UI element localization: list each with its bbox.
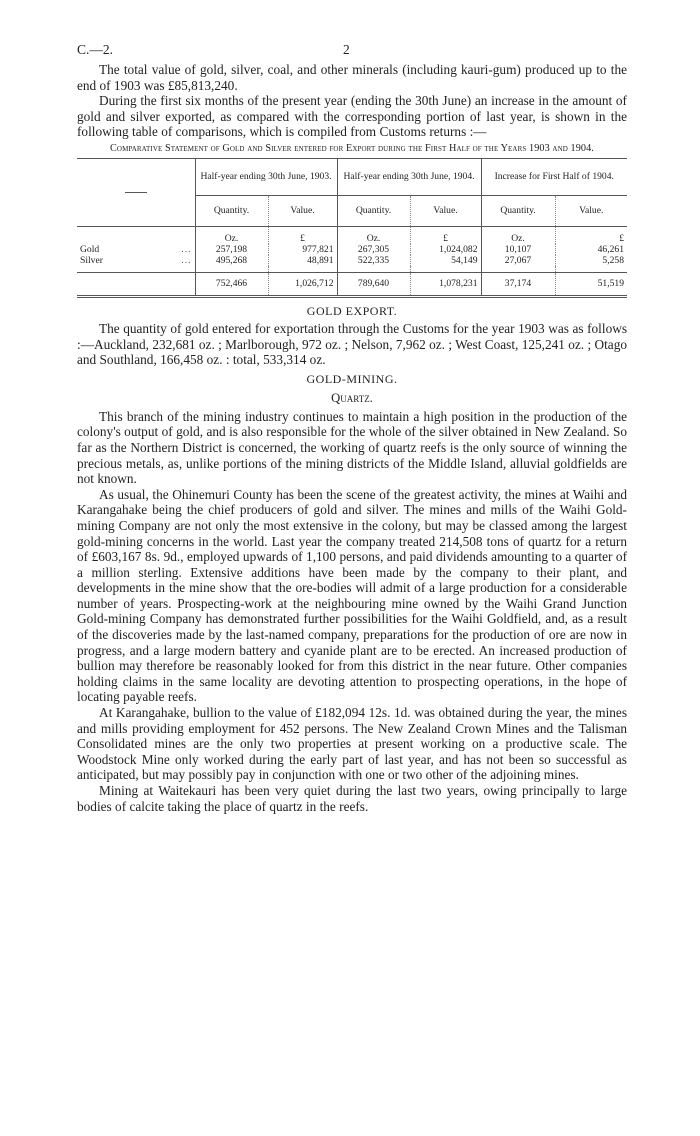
comparative-statement-table <box>77 158 627 296</box>
total-q1904: 789,640 <box>337 272 410 295</box>
document-page <box>77 42 627 814</box>
cell-vinc: 46,261 <box>555 244 627 255</box>
page-header <box>77 42 627 62</box>
table-row-gold <box>77 244 627 255</box>
intro-paragraph-2: During the first six months of the present year (ending the 30th June) an increase in the amount of gold and silver exported, as compared with the corresponding portion of last year, is shown in the following table of comparisons, which is compiled from Customs returns :— <box>77 93 627 140</box>
unit-oz-increase: Oz. <box>481 226 555 244</box>
cell-qinc: 27,067 <box>481 255 555 266</box>
group-header-1904: Half-year ending 30th June, 1904. <box>337 158 481 195</box>
document-code: C.—2. <box>77 42 114 57</box>
gold-mining-paragraph-2: As usual, the Ohinemuri County has been the scene of the greatest activity, the mines at Waihi and Karangahake being the chief producers of gold and silver. The mines and mills of the Waihi Gold-mining Company are not only the most extensive in the colony, but may be classed among the largest gold-mining concerns in the world. Last year the company treated 214,508 tons of quartz for a return of £603,167 8s. 9d., employed upwards of 1,100 persons, and paid dividends amounting to a quarter of a million sterling. Extensive additions have been made by the company to their plant, and developments in the mine show that the ore-bodies will admit of a large production for a considerable number of years. Prospecting-work at the neighbouring mine owned by the Waihi Grand Junction Gold-mining Company has demonstrated further possibilities for the Waihi Goldfield, and, as a result of the discoveries made by the last-named company, preparations for the production of ore are now in progress, and a large modern battery and cyanide plant are to be erected. An increased production of bullion may therefore be reasonably looked for from this district in the near future. Other companies holding claims in the same locality are devoting attention to prospecting operations, in the hope of locating payable reefs. <box>77 486 627 705</box>
table-row-silver <box>77 255 627 266</box>
table-row-total <box>77 272 627 295</box>
unit-pound-increase: £ <box>555 226 627 244</box>
cell-q1904: 522,335 <box>337 255 410 266</box>
stub-dash <box>125 192 147 193</box>
cell-q1904: 267,305 <box>337 244 410 255</box>
leader-dots: ... <box>181 255 192 267</box>
total-v1904: 1,078,231 <box>410 272 481 295</box>
page-number: 2 <box>343 42 350 57</box>
total-vinc: 51,519 <box>555 272 627 295</box>
subheader-quantity-1903: Quantity. <box>195 195 268 226</box>
cell-vinc: 5,258 <box>555 255 627 266</box>
row-label: Silver <box>80 255 103 267</box>
cell-v1903: 977,821 <box>268 244 337 255</box>
unit-pound-1903: £ <box>268 226 337 244</box>
table-end-rule <box>77 297 627 298</box>
leader-dots: ... <box>181 244 192 256</box>
cell-v1904: 1,024,082 <box>410 244 481 255</box>
intro-paragraph-1: The total value of gold, silver, coal, and other minerals (including kauri-gum) produced up to the end of 1903 was £85,813,240. <box>77 62 627 93</box>
total-q1903: 752,466 <box>195 272 268 295</box>
gold-mining-paragraph-3: At Karangahake, bullion to the value of £182,094 12s. 1d. was obtained during the year, the mines and mills providing employment for 452 persons. The New Zealand Crown Mines and the Talisman Consolidated mines are the only two properties at present working on a productive scale. The Woodstock Mine only worked during the early part of last year, and has not been so successful as anticipated, but may possibly pay in conjunction with one or two other of the adjoining mines. <box>77 705 627 783</box>
subheader-value-1904: Value. <box>410 195 481 226</box>
row-label: Gold <box>80 244 100 256</box>
gold-mining-heading: GOLD-MINING. <box>306 371 398 386</box>
gold-mining-paragraph-1: This branch of the mining industry continues to maintain a high position in the production of the colony's output of gold, and is also responsible for the whole of the silver obtained in New Zealand. So far as the Northern District is concerned, the working of quartz reefs is the only source of winning the precious metals, as, unlike portions of the mining districts of the Middle Island, alluvial goldfields are not known. <box>77 408 627 487</box>
table-stub-header <box>77 158 195 226</box>
cell-qinc: 10,107 <box>481 244 555 255</box>
gold-export-paragraph: The quantity of gold entered for exportation through the Customs for the year 1903 was as follows :—Auckland, 232,681 oz. ; Marlborough, 972 oz. ; Nelson, 7,962 oz. ; West Coast, 125,241 oz. ; Otago and Southland, 166,458 oz. : total, 533,314 oz. <box>77 320 627 368</box>
cell-v1903: 48,891 <box>268 255 337 266</box>
cell-q1903: 257,198 <box>195 244 268 255</box>
group-header-increase: Increase for First Half of 1904. <box>481 158 627 195</box>
subheader-quantity-1904: Quantity. <box>337 195 410 226</box>
cell-v1904: 54,149 <box>410 255 481 266</box>
unit-pound-1904: £ <box>410 226 481 244</box>
unit-oz-1904: Oz. <box>337 226 410 244</box>
total-v1903: 1,026,712 <box>268 272 337 295</box>
gold-mining-paragraph-4: Mining at Waitekauri has been very quiet during the last two years, owing principally to large bodies of calcite taking the place of quartz in the reefs. <box>77 783 627 814</box>
subheader-value-1903: Value. <box>268 195 337 226</box>
total-qinc: 37,174 <box>481 272 555 295</box>
unit-oz-1903: Oz. <box>195 226 268 244</box>
subheader-value-increase: Value. <box>555 195 627 226</box>
quartz-subheading: Quartz. <box>331 390 373 405</box>
cell-q1903: 495,268 <box>195 255 268 266</box>
table-caption: Comparative Statement of Gold and Silver entered for Export during the First Half of the Years 1903 and 1904. <box>110 142 594 154</box>
subheader-quantity-increase: Quantity. <box>481 195 555 226</box>
group-header-1903: Half-year ending 30th June, 1903. <box>195 158 337 195</box>
gold-export-heading: GOLD EXPORT. <box>306 303 398 318</box>
